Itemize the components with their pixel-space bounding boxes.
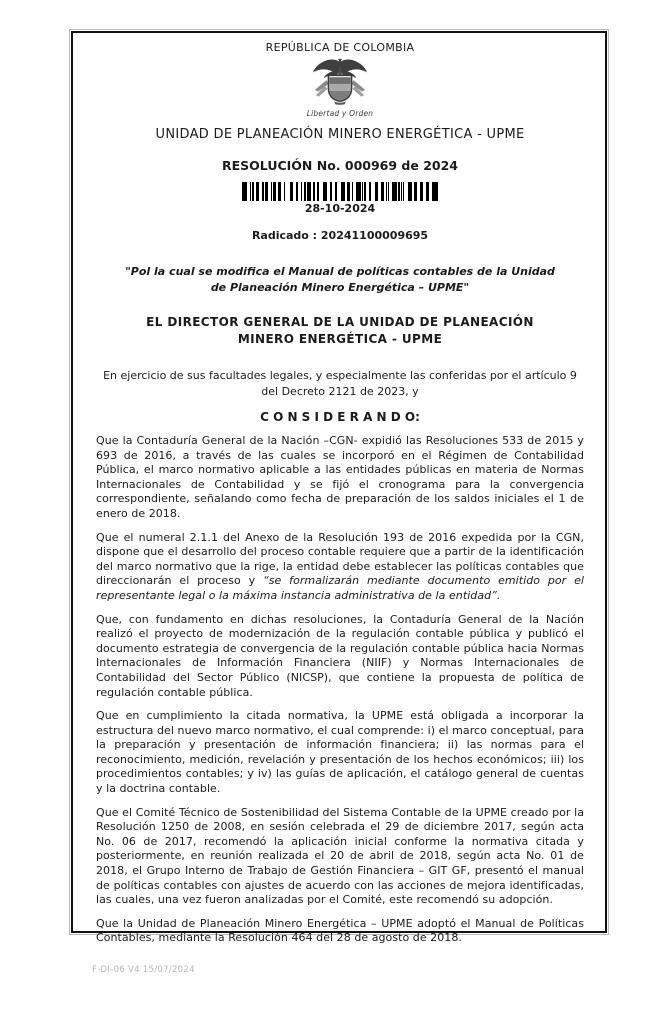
recital-paragraph-2-text: Que el numeral 2.1.1 del Anexo de la Resolución 193 de 2016 expedida por la CGN, dispone que el desarrollo del proceso contable requiere que a partir de la identificación del marco normativo que la rige, la entidad debe establecer las políticas contables que direccionarán el proceso y [96,530,584,588]
recital-paragraph-3: Que, con fundamento en dichas resoluciones, la Contaduría General de la Nación realizó el proyecto de modernización de la regulación contable pública y publicó el documento estrategia de convergencia de la regulación contable pública hacia Normas Internacionales de Información Financiera (NIIF) y Normas Internacionales de Contabilidad del Sector Público (NICSP), que contiene la propuesta de política de regulación contable pública. [96,612,584,699]
colombia-coat-of-arms [96,57,584,118]
coat-of-arms-motto: Libertad y Orden [306,109,374,118]
recital-paragraph-1: Que la Contaduría General de la Nación –CGN- expidió las Resoluciones 533 de 2015 y 693 de 2016, a través de las cuales se incorporó en el Régimen de Contabilidad Pública, el marco normativo aplicable a las entidades públicas en materia de Normas Internacionales de Contabilidad y se fijó el cronograma para la convergencia correspondiente, señalando como fecha de preparación de los saldos iniciales el 1 de enero de 2018. [96,434,584,520]
recital-paragraph-2-quote: “se formalizarán mediante documento emitido por el representante legal o la máxima instancia administrativa de la entidad”. [96,574,585,602]
republic-title: REPÚBLICA DE COLOMBIA [265,41,415,54]
document-content [96,41,584,946]
recital-paragraph-6: Que la Unidad de Planeación Minero Energética – UPME adoptó el Manual de Políticas Contables, mediante la Resolución 464 del 28 de agosto de 2018. [96,916,584,945]
recital-paragraph-2 [96,531,584,604]
barcode [242,182,438,201]
preamble-text: En ejercicio de sus facultades legales, y especialmente las conferidas por el artículo 9 del Decreto 2121 de 2023, y [103,369,577,398]
entity-name: UNIDAD DE PLANEACIÓN MINERO ENERGÉTICA - UPME [155,127,525,142]
recital-paragraph-4: Que en cumplimiento la citada normativa, la UPME está obligada a incorporar la estructura del nuevo marco normativo, el cual comprende: i) el marco conceptual, para la preparación y presentación de información financiera; ii) las normas para el reconocimiento, medición, revelación y presentación de los hechos económicos; iii) los procedimientos contables; y iv) las guías de aplicación, el catálogo general de cuentas y la doctrina contable. [96,709,584,796]
coat-of-arms-icon [309,57,371,109]
considerando-heading: C O N S I D E R A N D O: [260,410,420,424]
resolution-subject: "Pol la cual se modifica el Manual de políticas contables de la Unidad de Planeación Minero Energética – UPME" [125,265,555,294]
recital-paragraph-5: Que el Comité Técnico de Sostenibilidad del Sistema Contable de la UPME creado por la Resolución 1250 de 2008, en sesión celebrada el 29 de diciembre 2017, según acta No. 06 de 2017, recomendó la aplicación inicial conforme la normativa citada y posteriormente, en reunión realizada el 20 de abril de 2018, según acta No. 01 de 2018, el Grupo Interno de Trabajo de Gestión Financiera – GIT GF, presentó el manual de políticas contables con ajustes de acuerdo con las acciones de mejora identificadas, las cuales, una vez fueron analizadas por el Comité, este recomendó su adopción. [96,805,584,907]
resolution-title: RESOLUCIÓN No. 000969 de 2024 [222,158,458,173]
radicado-number: Radicado : 20241100009695 [251,229,429,242]
issuer-heading: EL DIRECTOR GENERAL DE LA UNIDAD DE PLANEACIÓN MINERO ENERGÉTICA - UPME [146,315,534,346]
resolution-date: 28-10-2024 [304,202,376,215]
footer-form-code: F-DI-06 V4 15/07/2024 [92,965,195,975]
